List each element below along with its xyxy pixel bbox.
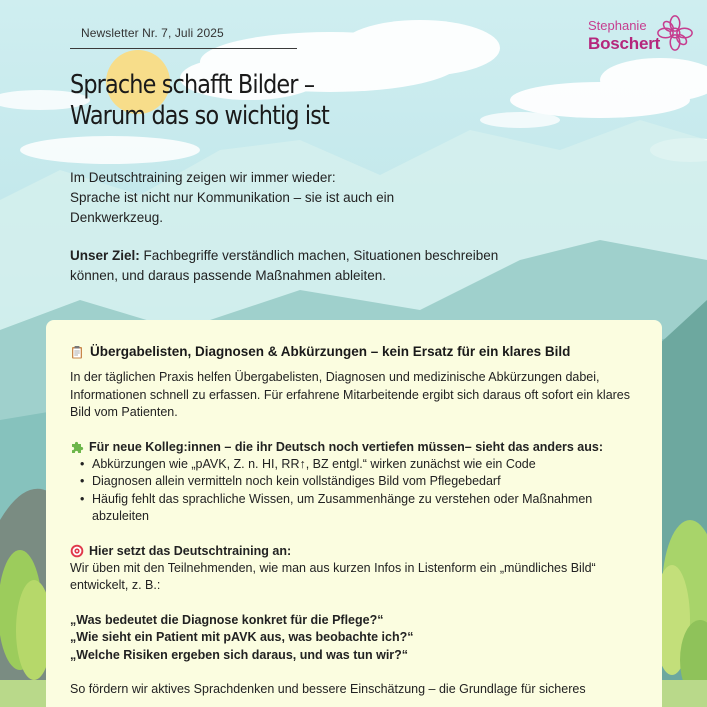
challenges-list bbox=[70, 456, 640, 526]
intro-text bbox=[70, 168, 510, 228]
intro-line-1: Im Deutschtraining zeigen wir immer wieder: bbox=[70, 170, 336, 185]
training-heading-text: Hier setzt das Deutschtraining an: bbox=[89, 543, 292, 558]
logo-last-name: Boschert bbox=[588, 34, 661, 53]
card-heading-text: Übergabelisten, Diagnosen & Abkürzungen – kein Ersatz für ein klares Bild bbox=[90, 344, 571, 359]
flower-logo-icon bbox=[656, 14, 694, 52]
question-2: „Wie sieht ein Patient mit pAVK aus, was beobachte ich?“ bbox=[70, 630, 414, 644]
goal-description: Fachbegriffe verständlich machen, Situationen beschreiben können, und daraus passende Maßnahmen ableiten. bbox=[70, 248, 499, 283]
list-item: • Abkürzungen wie „pAVK, Z. n. HI, RR↑, BZ entgl.“ wirken zunächst wie ein Code bbox=[70, 456, 640, 474]
question-1: „Was bedeutet die Diagnose konkret für die Pflege?“ bbox=[70, 612, 384, 627]
list-item: • Diagnosen allein vermitteln noch kein vollständiges Bild vom Pflegebedarf bbox=[70, 473, 640, 491]
list-item: • Häufig fehlt das sprachliche Wissen, um Zusammenhänge zu verstehen oder Maßnahmen abzuleiten bbox=[70, 491, 640, 526]
intro-line-3: Denkwerkzeug. bbox=[70, 210, 164, 225]
new-colleagues-heading-text: Für neue Kolleg:innen – die ihr Deutsch noch vertiefen müssen– sieht das anders aus: bbox=[89, 439, 604, 454]
target-icon bbox=[70, 544, 84, 558]
training-heading bbox=[70, 543, 640, 560]
closing-text: So fördern wir aktives Sprachdenken und bessere Einschätzung – die Grundlage für sicheres bbox=[70, 682, 586, 696]
puzzle-icon bbox=[70, 440, 84, 454]
goal-label: Unser Ziel: bbox=[70, 248, 140, 263]
page-title bbox=[70, 70, 329, 132]
intro-line-2: Sprache ist nicht nur Kommunikation – sie ist auch ein bbox=[70, 190, 395, 205]
content-card bbox=[46, 320, 662, 707]
newsletter-issue: Newsletter Nr. 7, Juli 2025 bbox=[81, 26, 224, 40]
card-paragraph: In der täglichen Praxis helfen Übergabelisten, Diagnosen und medizinische Abkürzungen dabei, Informationen schnell zu erfassen. Für erfahrene Mitarbeitende ergibt sich daraus oft sofort ein klares Bild vom Patienten. bbox=[70, 370, 631, 419]
question-3: „Welche Risiken ergeben sich daraus, und was tun wir?“ bbox=[70, 647, 409, 662]
logo-first-name: Stephanie bbox=[588, 18, 647, 33]
title-line-1: Sprache schafft Bilder – bbox=[70, 70, 315, 100]
brand-logo[interactable] bbox=[588, 14, 698, 56]
header-divider bbox=[70, 48, 297, 49]
new-colleagues-heading bbox=[70, 439, 640, 456]
title-line-2: Warum das so wichtig ist bbox=[70, 101, 329, 131]
goal-text bbox=[70, 246, 510, 286]
clipboard-icon bbox=[70, 345, 84, 359]
card-heading bbox=[70, 344, 640, 359]
training-text: Wir üben mit den Teilnehmenden, wie man aus kurzen Infos in Listenform ein „mündliches Bild“ entwickelt, z. B.: bbox=[70, 560, 596, 592]
